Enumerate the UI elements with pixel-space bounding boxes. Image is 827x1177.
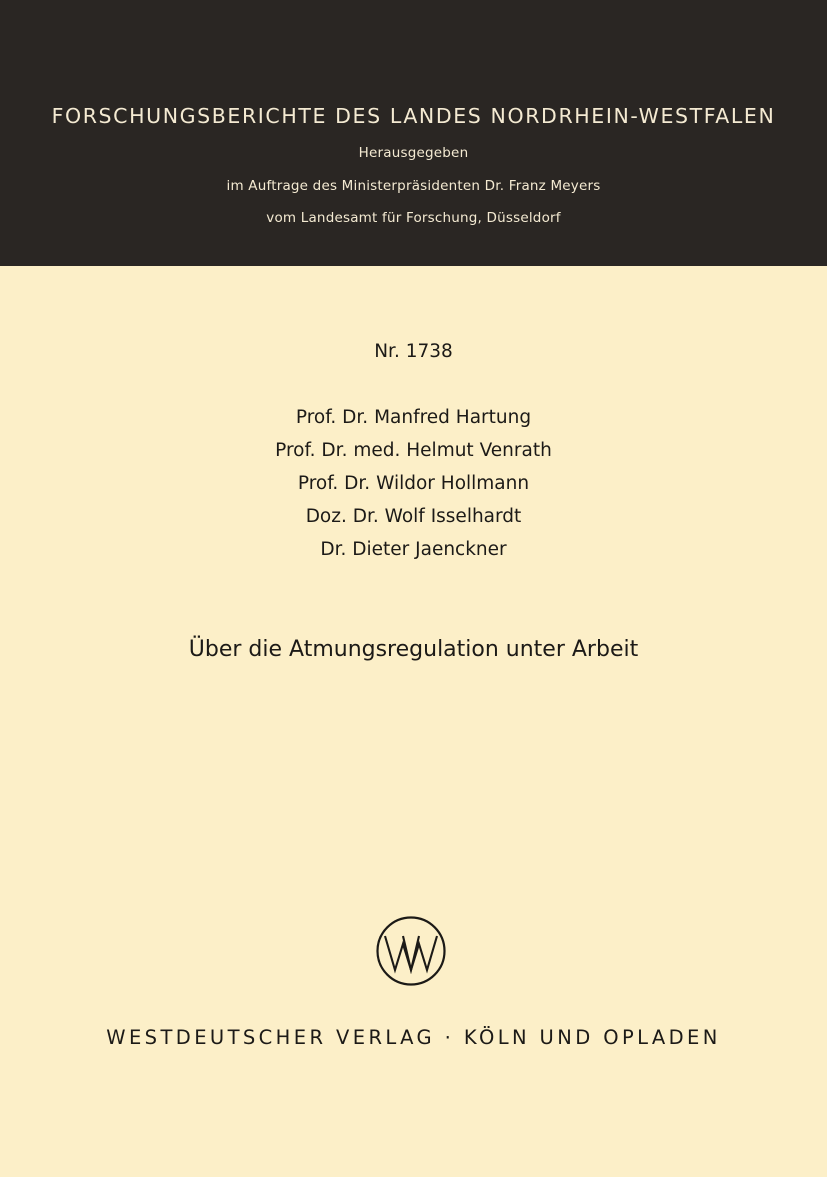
series-title: FORSCHUNGSBERICHTE DES LANDES NORDRHEIN-WESTFALEN (51, 104, 776, 128)
office-note: vom Landesamt für Forschung, Düsseldorf (266, 210, 561, 226)
report-number: Nr. 1738 (374, 341, 453, 362)
publisher-line: WESTDEUTSCHER VERLAG · KÖLN UND OPLADEN (106, 1026, 721, 1049)
author-item: Dr. Dieter Jaenckner (320, 539, 507, 560)
editor-note: Herausgegeben (358, 145, 469, 161)
author-item: Prof. Dr. Manfred Hartung (295, 407, 532, 428)
header-band (0, 0, 827, 266)
author-list (0, 404, 827, 569)
publisher-logo-icon (375, 915, 447, 987)
author-item: Doz. Dr. Wolf Isselhardt (305, 506, 522, 527)
commission-note: im Auftrage des Ministerpräsidenten Dr. Franz Meyers (226, 178, 601, 194)
author-item: Prof. Dr. med. Helmut Venrath (275, 440, 552, 461)
author-item: Prof. Dr. Wildor Hollmann (297, 473, 530, 494)
book-title: Über die Atmungsregulation unter Arbeit (188, 637, 639, 662)
